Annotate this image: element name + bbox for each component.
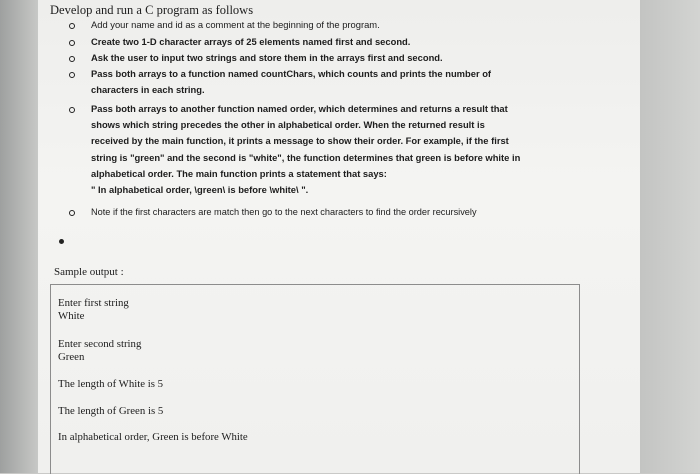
- hollow-bullet-icon: [69, 23, 75, 29]
- list-item-text: [91, 204, 591, 220]
- hollow-bullet-icon: [69, 56, 75, 62]
- text-line: Pass both arrays to another function named order, which determines and returns a result that: [91, 103, 508, 114]
- hollow-bullet-icon: [69, 40, 75, 46]
- text-line: string is "green" and the second is "white", the function determines that green is before white in: [91, 151, 521, 163]
- text-line: alphabetical order. The main function prints a statement that says:: [91, 167, 387, 179]
- input-second-value: Green: [58, 351, 85, 363]
- prompt-second-string: Enter second string: [58, 338, 142, 350]
- order-result-line: In alphabetical order, Green is before White: [58, 431, 248, 443]
- hollow-bullet-icon: [69, 72, 75, 78]
- text-line: received by the main function, it prints a message to show their order. For example, if the first: [91, 135, 509, 147]
- text-line: characters in each string.: [91, 84, 205, 96]
- list-item-text: [91, 66, 559, 98]
- sample-output-box: [50, 284, 580, 474]
- text-line: shows which string precedes the other in alphabetical order. When the returned result is: [91, 119, 485, 131]
- sample-output-label: Sample output :: [54, 266, 124, 278]
- right-edge-background: [640, 0, 700, 473]
- solid-bullet-icon: [59, 239, 64, 244]
- list-item-text: [91, 50, 559, 66]
- left-edge-shadow: [0, 0, 38, 473]
- text-line: Create two 1-D character arrays of 25 elements named first and second.: [91, 36, 411, 47]
- length-first-line: The length of White is 5: [58, 378, 164, 390]
- prompt-first-string: Enter first string: [58, 297, 129, 309]
- document-page: [38, 0, 640, 473]
- hollow-bullet-icon: [69, 107, 75, 113]
- text-line: " In alphabetical order, \green\ is before \white\ ".: [91, 184, 309, 196]
- text-line: Add your name and id as a comment at the beginning of the program.: [91, 19, 380, 30]
- text-line: Ask the user to input two strings and store them in the arrays first and second.: [91, 52, 443, 63]
- text-line: Pass both arrays to a function named countChars, which counts and prints the number of: [91, 68, 492, 79]
- input-first-value: White: [58, 310, 85, 322]
- length-second-line: The length of Green is 5: [58, 405, 164, 417]
- text-line: Note if the first characters are match then go to the next characters to find the order recursively: [91, 207, 477, 217]
- list-item-text: [91, 101, 559, 198]
- list-item-text: [91, 34, 559, 50]
- list-item-text: [91, 17, 559, 33]
- document-heading: Develop and run a C program as follows: [50, 3, 254, 17]
- hollow-bullet-icon: [69, 210, 75, 216]
